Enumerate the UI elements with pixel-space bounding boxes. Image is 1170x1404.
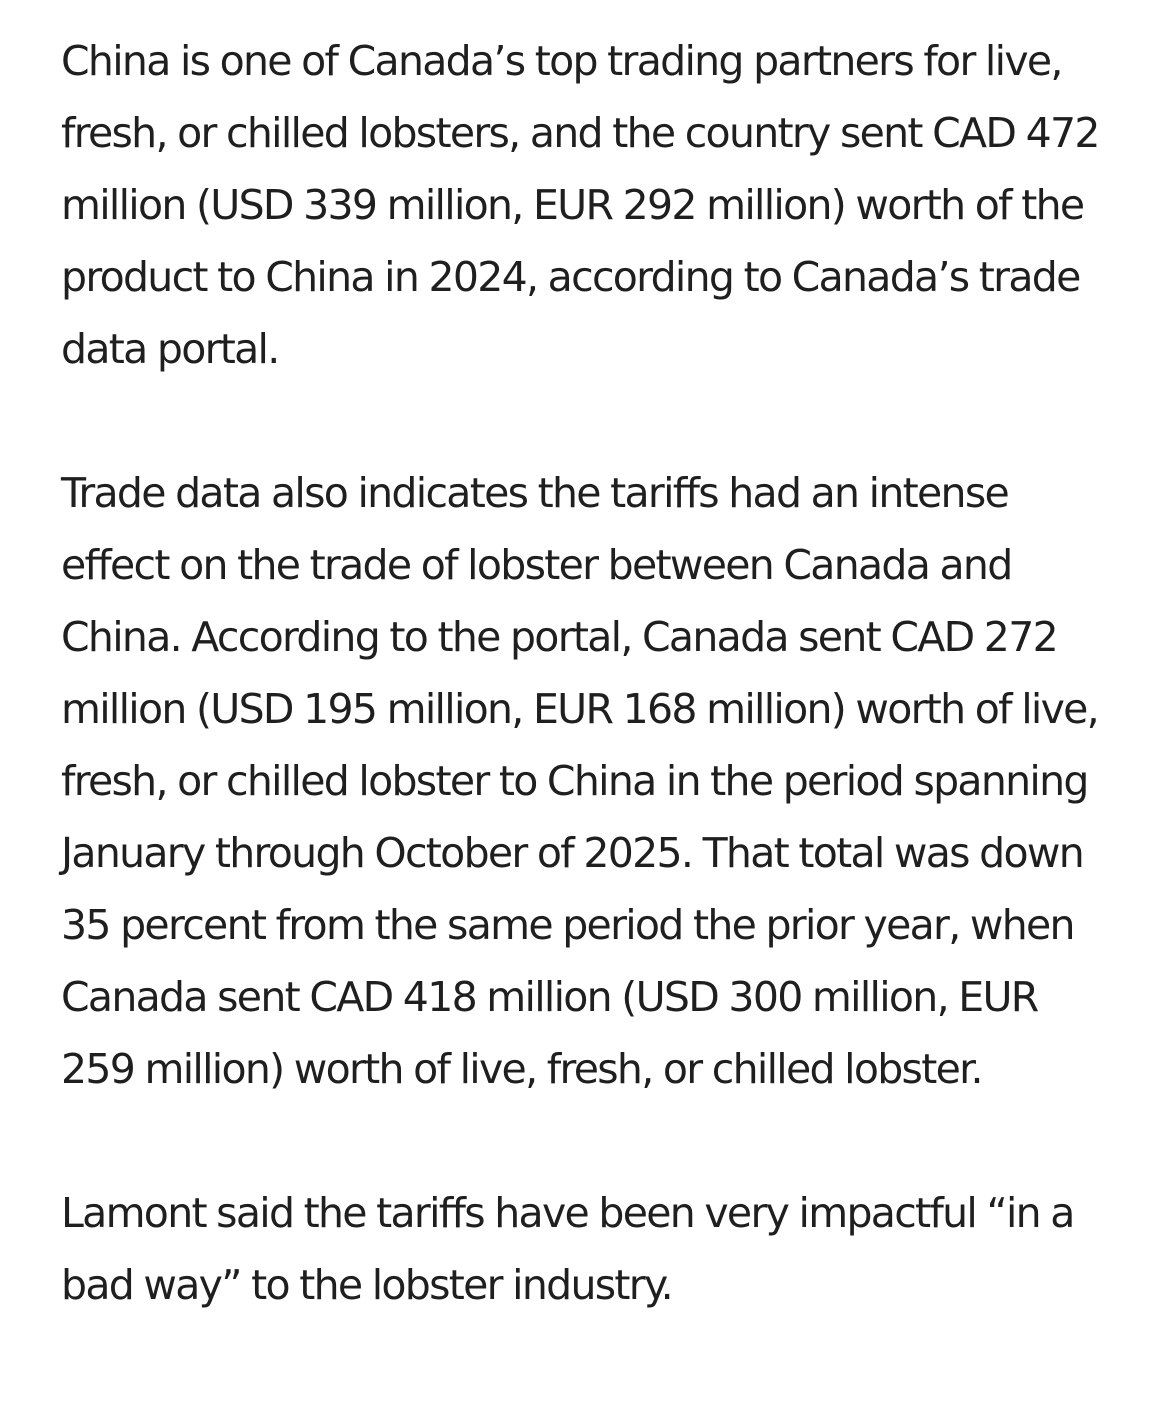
paragraph-lamont-quote: Lamont said the tariffs have been very impactful “in a bad way” to the lobster industry. — [61, 1189, 1074, 1309]
article-body — [61, 25, 1121, 1321]
paragraph-tariff-effect: Trade data also indicates the tariffs had an intense effect on the trade of lobster between Canada and China. According to the portal, Canada sent CAD 272 million (USD 195 million, EUR 168 million) worth of live, fresh, or chilled lobster to China in the period spanning January through October of 2025. That total was down 35 percent from the same period the prior year, when Canada sent CAD 418 million (USD 300 million, EUR 259 million) worth of live, fresh, or chilled lobster. — [61, 469, 1099, 1093]
paragraph-china-trade-partner: China is one of Canada’s top trading partners for live, fresh, or chilled lobsters, and the country sent CAD 472 million (USD 339 million, EUR 292 million) worth of the product to China in 2024, according to Canada’s trade data portal. — [61, 37, 1099, 373]
